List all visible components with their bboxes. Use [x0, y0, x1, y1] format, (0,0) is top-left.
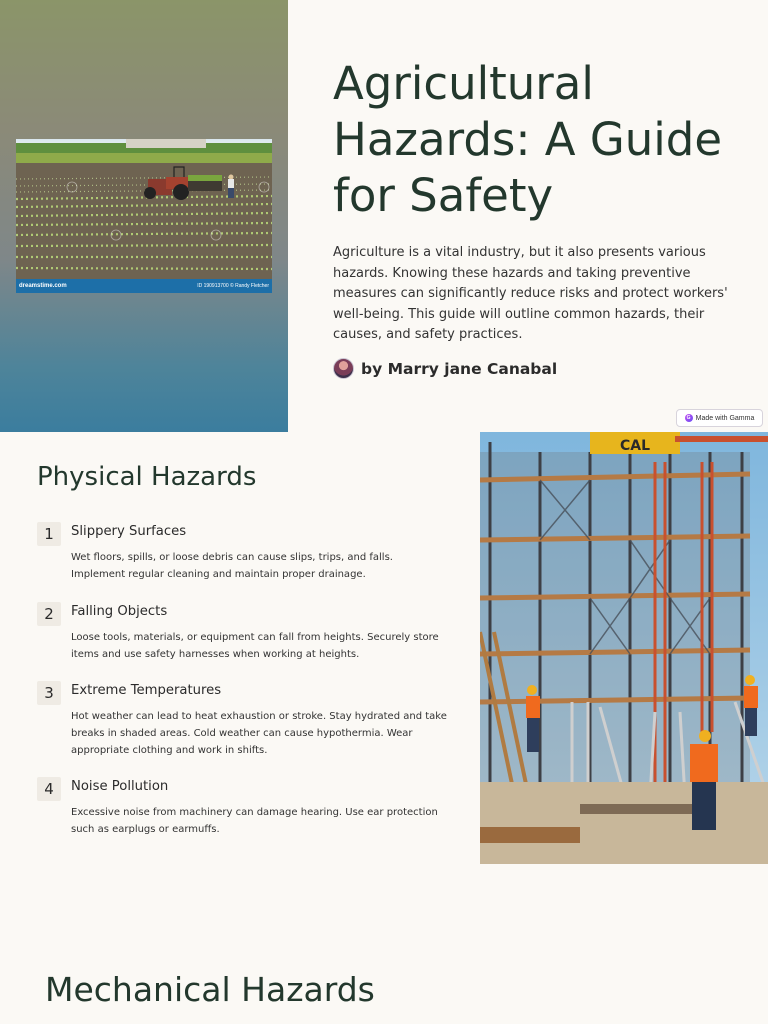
- number-badge: 1: [37, 522, 61, 546]
- page-title: Agricultural Hazards: A Guide for Safety: [333, 57, 723, 222]
- gamma-logo-icon: G: [685, 414, 693, 422]
- hazard-title: Extreme Temperatures: [71, 683, 222, 698]
- author-name: by Marry jane Canabal: [361, 359, 558, 378]
- number-badge: 3: [37, 681, 61, 705]
- hazard-title: Slippery Surfaces: [71, 524, 187, 539]
- construction-site-photo: [480, 432, 768, 864]
- photo-watermark-right: ID 190913700 © Randy Fletcher: [197, 283, 269, 289]
- farm-field-photo: [16, 139, 272, 293]
- hazard-description: Excessive noise from machinery can damage hearing. Use ear protection such as earplugs or earmuffs.: [71, 807, 438, 835]
- number-badge: 4: [37, 777, 61, 801]
- list-item: [37, 601, 447, 680]
- section-title-mechanical: Mechanical Hazards: [45, 970, 375, 1009]
- crane-label: CAL: [620, 438, 651, 454]
- hazard-description: Loose tools, materials, or equipment can fall from heights. Securely store items and use safety harnesses when working at heights.: [71, 632, 439, 660]
- list-item: [37, 521, 447, 601]
- hazard-description: Wet floors, spills, or loose debris can cause slips, trips, and falls. Implement regular cleaning and maintain proper drainage.: [71, 552, 393, 580]
- hazard-title: Noise Pollution: [71, 779, 169, 794]
- hazard-title: Falling Objects: [71, 604, 168, 619]
- avatar: [333, 358, 354, 379]
- hazard-list: [37, 521, 447, 838]
- made-with-gamma-badge[interactable]: [676, 409, 763, 427]
- number-badge: 2: [37, 602, 61, 626]
- section-title-physical: Physical Hazards: [37, 462, 257, 492]
- list-item: [37, 776, 447, 838]
- author-byline: [333, 358, 557, 379]
- badge-label: Made with Gamma: [695, 414, 755, 422]
- intro-paragraph: Agriculture is a vital industry, but it also presents various hazards. Knowing these hazards and taking preventive measures can significantly reduce risks and protect workers' well-being. This guide will outline common hazards, their causes, and safety practices.: [333, 245, 728, 343]
- photo-watermark-left: dreamstime.com: [19, 283, 67, 289]
- hazard-description: Hot weather can lead to heat exhaustion or stroke. Stay hydrated and take breaks in shaded areas. Cold weather can cause hypothermia. Wear appropriate clothing and work in shifts.: [71, 711, 447, 756]
- list-item: [37, 680, 447, 776]
- photo-watermark-bar: [16, 279, 272, 293]
